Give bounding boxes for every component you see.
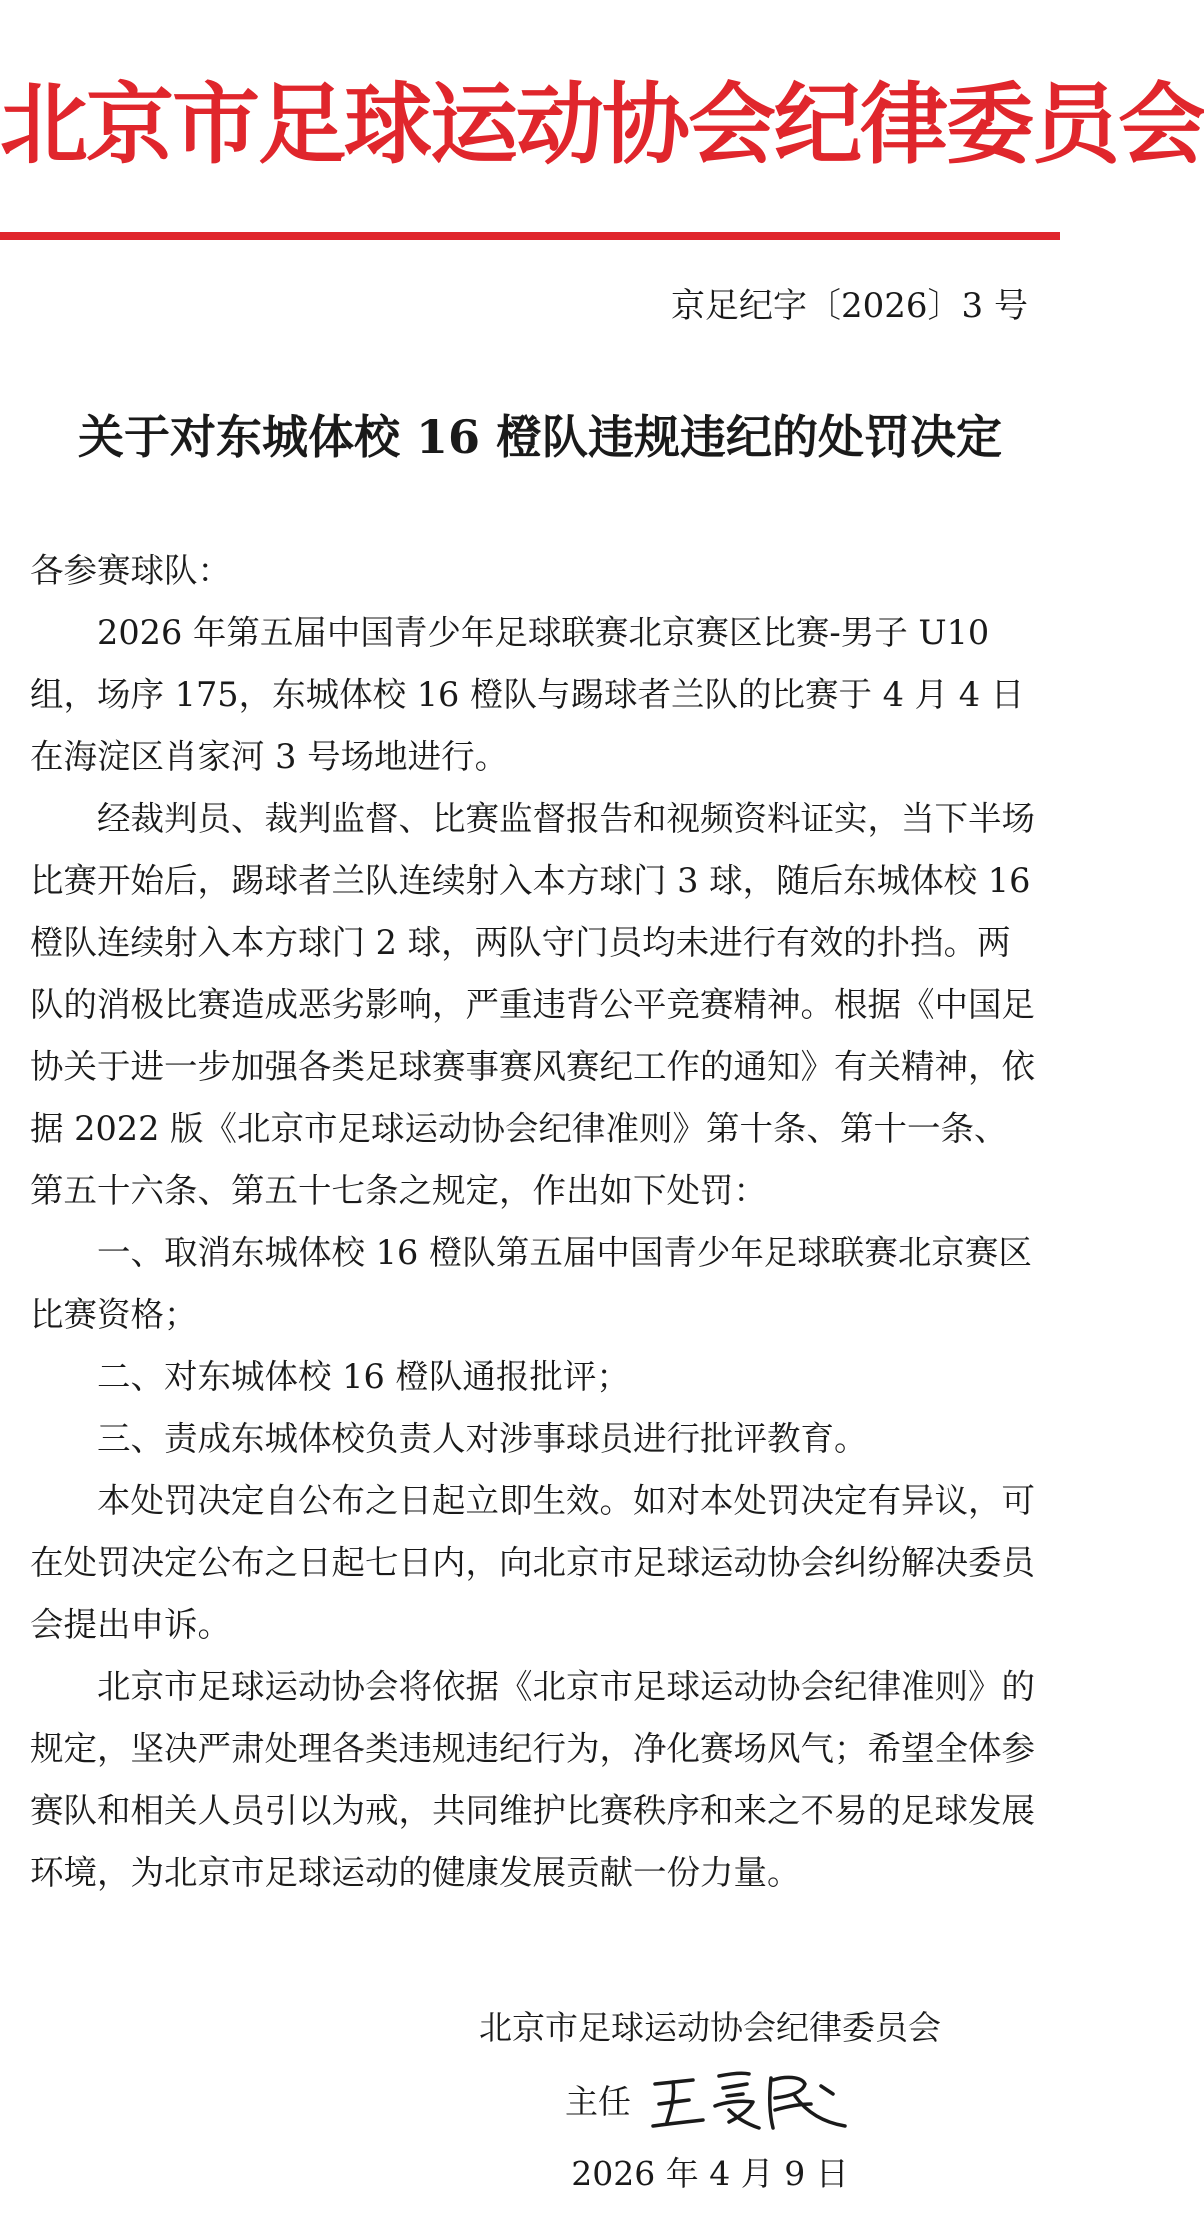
handwritten-signature xyxy=(645,2066,855,2138)
signature-line xyxy=(450,2066,970,2138)
document-title: 关于对东城体校 16 橙队违规违纪的处罚决定 xyxy=(77,410,1003,464)
signature-date: 2026 年 4 月 9 日 xyxy=(571,2154,849,2193)
paragraph-effective-appeal: 本处罚决定自公布之日起立即生效。如对本处罚决定有异议，可在处罚决定公布之日起七日内，向北京市足球运动协会纠纷解决委员会提出申诉。 xyxy=(30,1481,1035,1644)
paragraph-closing: 北京市足球运动协会将依据《北京市足球运动协会纪律准则》的规定，坚决严肃处理各类违规违纪行为，净化赛场风气；希望全体参赛队和相关人员引以为戒，共同维护比赛秩序和来之不易的足球发展环境，为北京市足球运动的健康发展贡献一份力量。 xyxy=(30,1667,1035,1892)
paragraph-match-info: 2026 年第五届中国青少年足球联赛北京赛区比赛-男子 U10 组，场序 175，东城体校 16 橙队与踢球者兰队的比赛于 4 月 4 日在海淀区肖家河 3 号场地进行。 xyxy=(30,613,1025,776)
document-body xyxy=(30,540,1040,1904)
penalty-item-3: 三、责成东城体校负责人对涉事球员进行批评教育。 xyxy=(97,1419,868,1458)
red-divider-line xyxy=(0,232,1060,240)
signature-block xyxy=(450,1998,970,2204)
paragraph-findings: 经裁判员、裁判监督、比赛监督报告和视频资料证实，当下半场比赛开始后，踢球者兰队连续射入本方球门 3 球，随后东城体校 16 橙队连续射入本方球门 2 球，两队守门员均未进行有效的扑挡。两队的消极比赛造成恶劣影响，严重违背公平竞赛精神。根据《中国足协关于进一步加强各类足球赛事赛风赛纪工作的通知》有关精神，依据 2022 版《北京市足球运动协会纪律准则》第十条、第十一条、第五十六条、第五十七条之规定，作出如下处罚： xyxy=(30,799,1035,1210)
salutation: 各参赛球队： xyxy=(30,551,231,590)
penalty-item-2: 二、对东城体校 16 橙队通报批评； xyxy=(97,1357,630,1396)
signature-organization: 北京市足球运动协会纪律委员会 xyxy=(479,2008,941,2047)
document-number: 京足纪字〔2026〕3 号 xyxy=(671,286,1028,326)
signature-role: 主任 xyxy=(565,2082,631,2121)
issuing-organization-header: 北京市足球运动协会纪律委员会 xyxy=(0,73,1204,176)
penalty-item-1: 一、取消东城体校 16 橙队第五届中国青少年足球联赛北京赛区比赛资格； xyxy=(30,1233,1032,1334)
